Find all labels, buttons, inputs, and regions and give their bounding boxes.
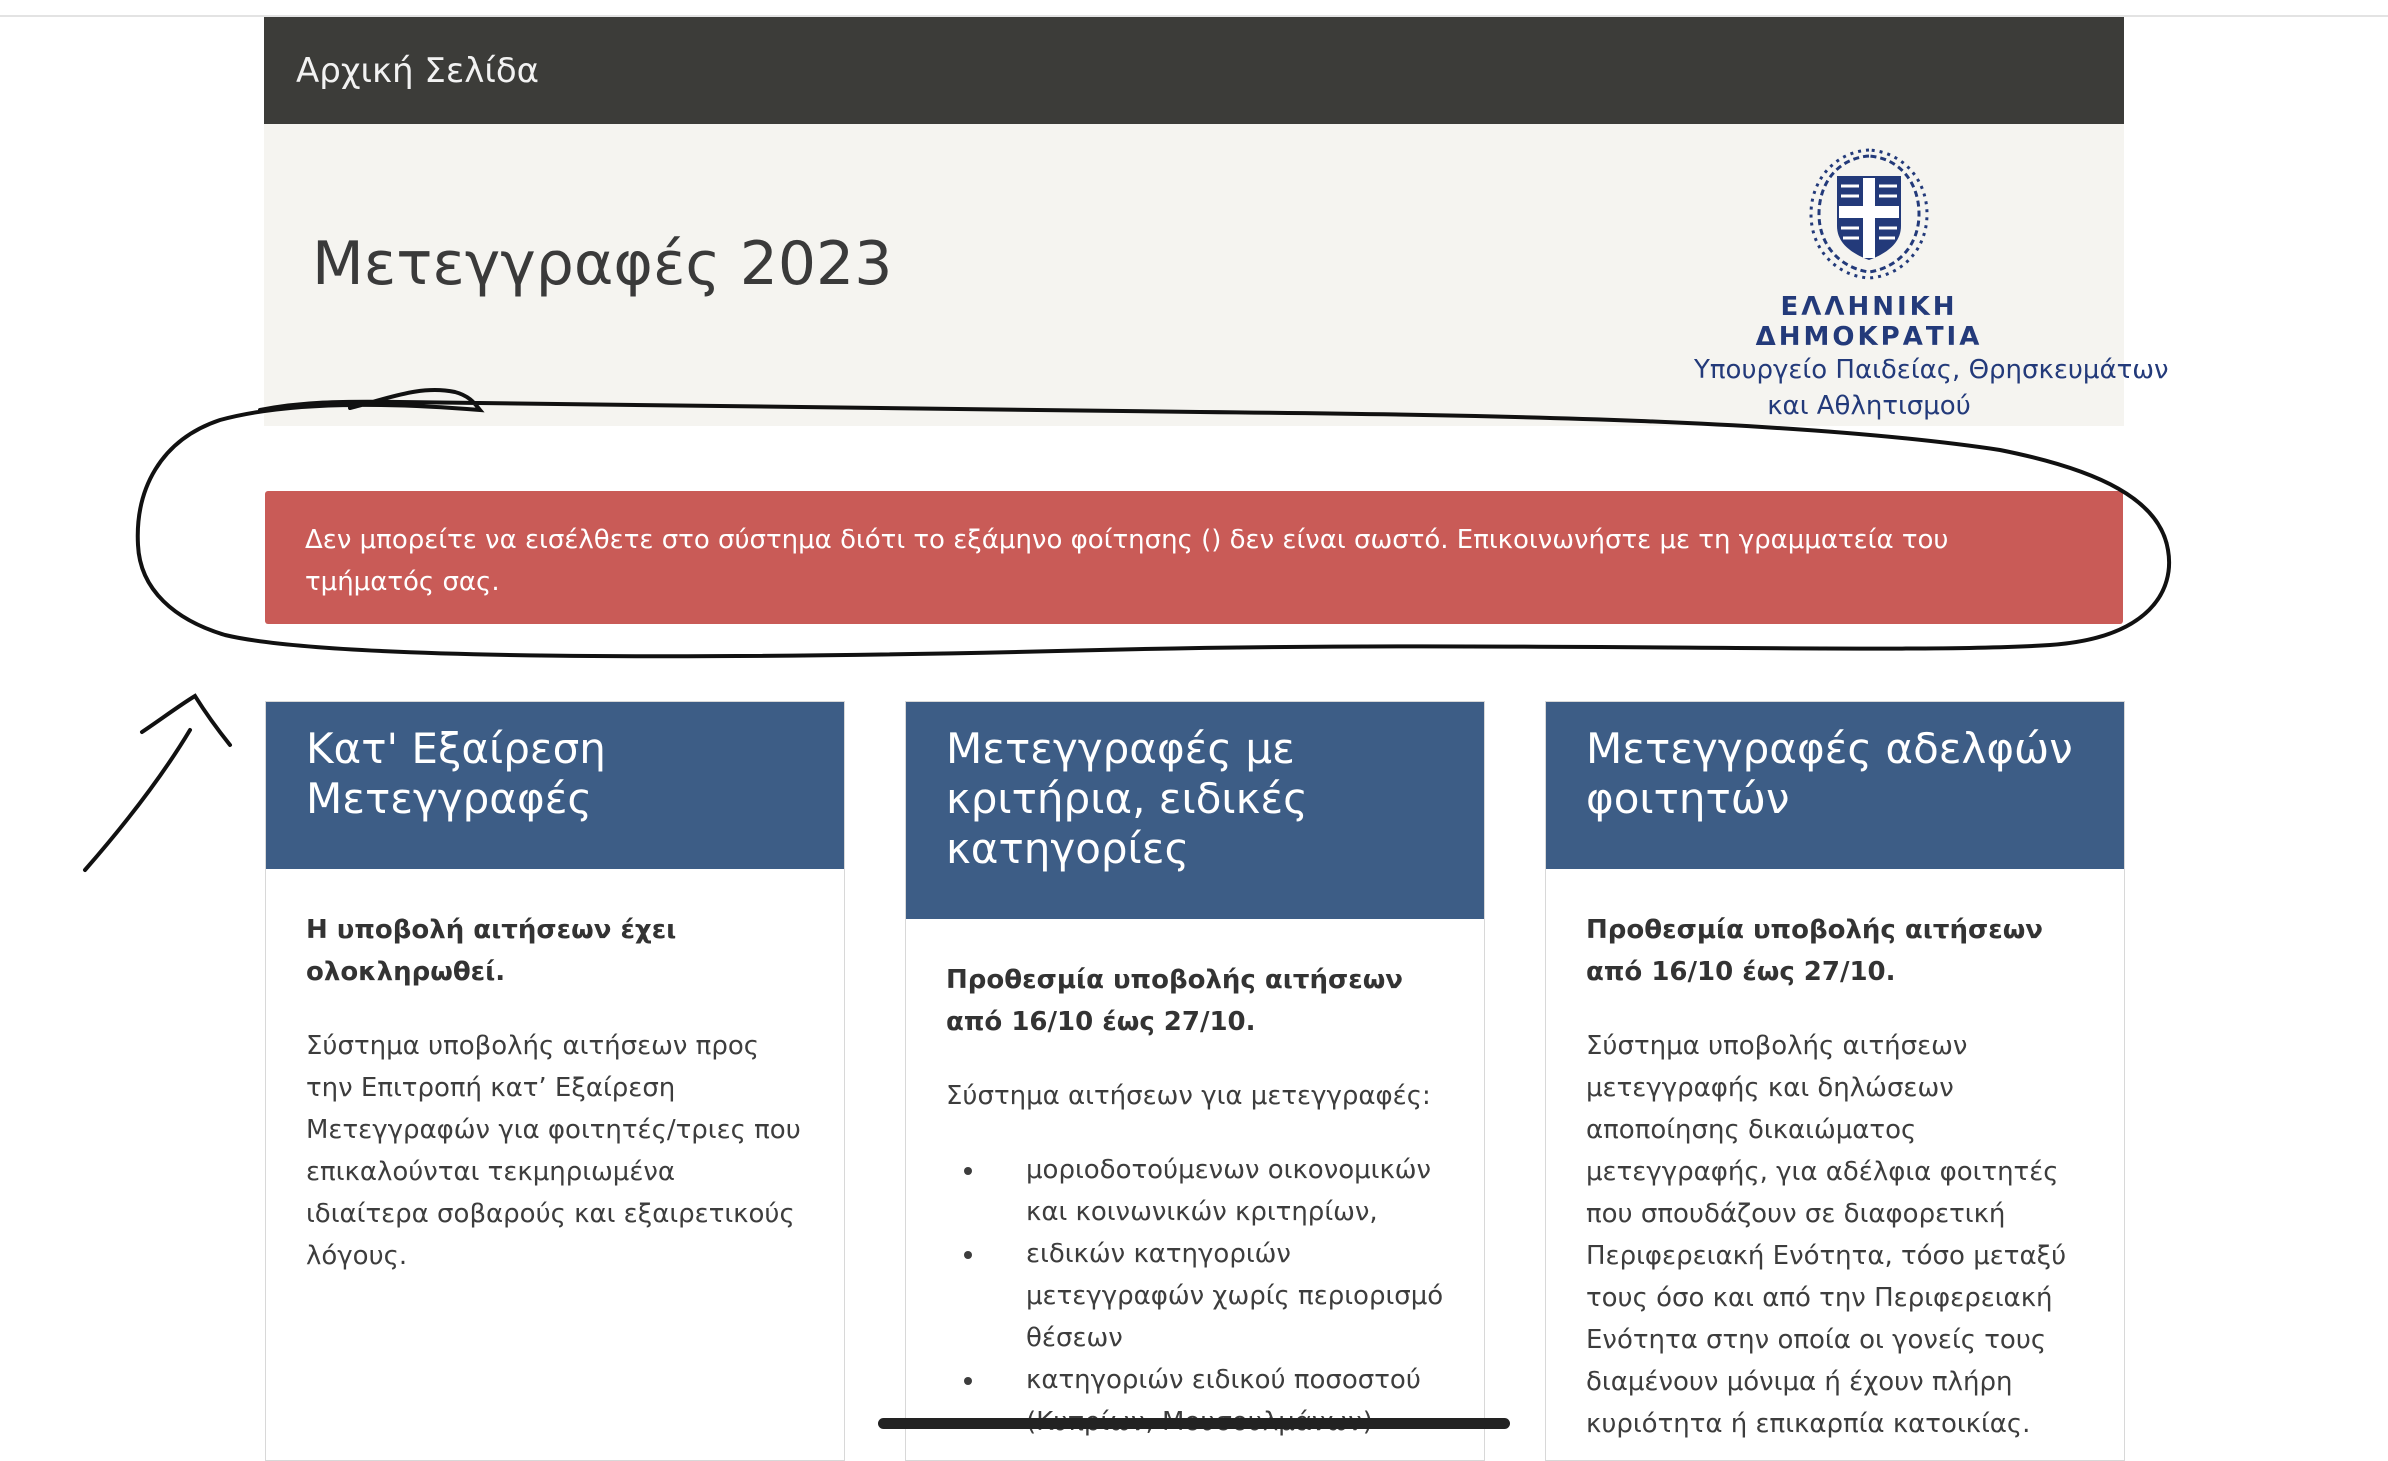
card-body: [266, 869, 844, 1277]
list-item: • κατηγοριών ειδικού ποσοστού: [986, 1359, 1446, 1443]
top-navbar: [264, 17, 2124, 124]
page-header: [264, 124, 2169, 426]
arrow-annotation: [85, 696, 230, 870]
transfer-categories-list: [946, 1149, 1446, 1443]
horizontal-scrollbar[interactable]: [878, 1418, 1510, 1429]
list-item: • ειδικών κατηγοριών μετεγγραφών χωρίς περιορισμό θέσεων: [986, 1233, 1446, 1359]
card-deadline: Προθεσμία υποβολής αιτήσεων από 16/10 έως 27/10.: [1586, 915, 2044, 987]
browser-top-border: [0, 0, 2388, 17]
card-description: Σύστημα αιτήσεων για μετεγγραφές:: [946, 1081, 1431, 1111]
card-body: [1546, 869, 2124, 1445]
list-item: • μοριοδοτούμενων οικονομικών και κοινωνικών κριτηρίων,: [986, 1149, 1446, 1233]
ministry-logo: [1694, 144, 2169, 424]
card-description: Σύστημα υποβολής αιτήσεων μετεγγραφής και δηλώσεων αποποίησης δικαιώματος μετεγγραφής, για αδέλφια φοιτητές που σπουδάζουν σε διαφορετική Περιφερειακή Ενότητα, τόσο μεταξύ τους όσο και από την Περιφερειακή Ενότητα στην οποία οι γονείς τους διαμένουν μόνιμα ή έχουν πλήρη κυριότητα ή επικαρπία κατοικίας.: [1586, 1031, 2067, 1439]
government-name: ΕΛΛΗΝΙΚΗ ΔΗΜΟΚΡΑΤΙΑ: [1755, 292, 1983, 352]
card-title[interactable]: Μετεγγραφές αδελφών φοιτητών: [1586, 724, 2073, 823]
card-header[interactable]: [906, 702, 1484, 919]
error-alert: Δεν μπορείτε να εισέλθετε στο σύστημα διότι το εξάμηνο φοίτησης () δεν είναι σωστό. Επικοινωνήστε με τη γραμματεία του τμήματός σας.: [265, 491, 2123, 624]
card-description: Σύστημα υποβολής αιτήσεων προς την Επιτροπή κατ’ Εξαίρεση Μετεγγραφών για φοιτητές/τριες που επικαλούνται τεκμηριωμένα ιδιαίτερα σοβαρούς και εξαιρετικούς λόγους.: [306, 1031, 801, 1271]
card-exceptional-transfers[interactable]: [265, 701, 845, 1461]
card-criteria-transfers[interactable]: [905, 701, 1485, 1461]
nav-home-link[interactable]: Αρχική Σελίδα: [296, 50, 540, 91]
ministry-name-line1: Υπουργείο Παιδείας, Θρησκευμάτων: [1694, 355, 2169, 385]
card-deadline: Η υποβολή αιτήσεων έχει ολοκληρωθεί.: [306, 915, 677, 987]
card-header[interactable]: [266, 702, 844, 869]
greek-state-emblem-icon: [1799, 144, 1939, 284]
card-title[interactable]: Μετεγγραφές με κριτήρια, ειδικές κατηγορίες: [946, 724, 1308, 873]
card-title[interactable]: Κατ' Εξαίρεση Μετεγγραφές: [306, 724, 606, 823]
card-sibling-transfers[interactable]: [1545, 701, 2125, 1461]
card-body: [906, 919, 1484, 1443]
page-title: Μετεγγραφές 2023: [312, 229, 893, 299]
card-deadline: Προθεσμία υποβολής αιτήσεων από 16/10 έως 27/10.: [946, 965, 1404, 1037]
card-header[interactable]: [1546, 702, 2124, 869]
ministry-name-line2: και Αθλητισμού: [1767, 391, 1971, 421]
